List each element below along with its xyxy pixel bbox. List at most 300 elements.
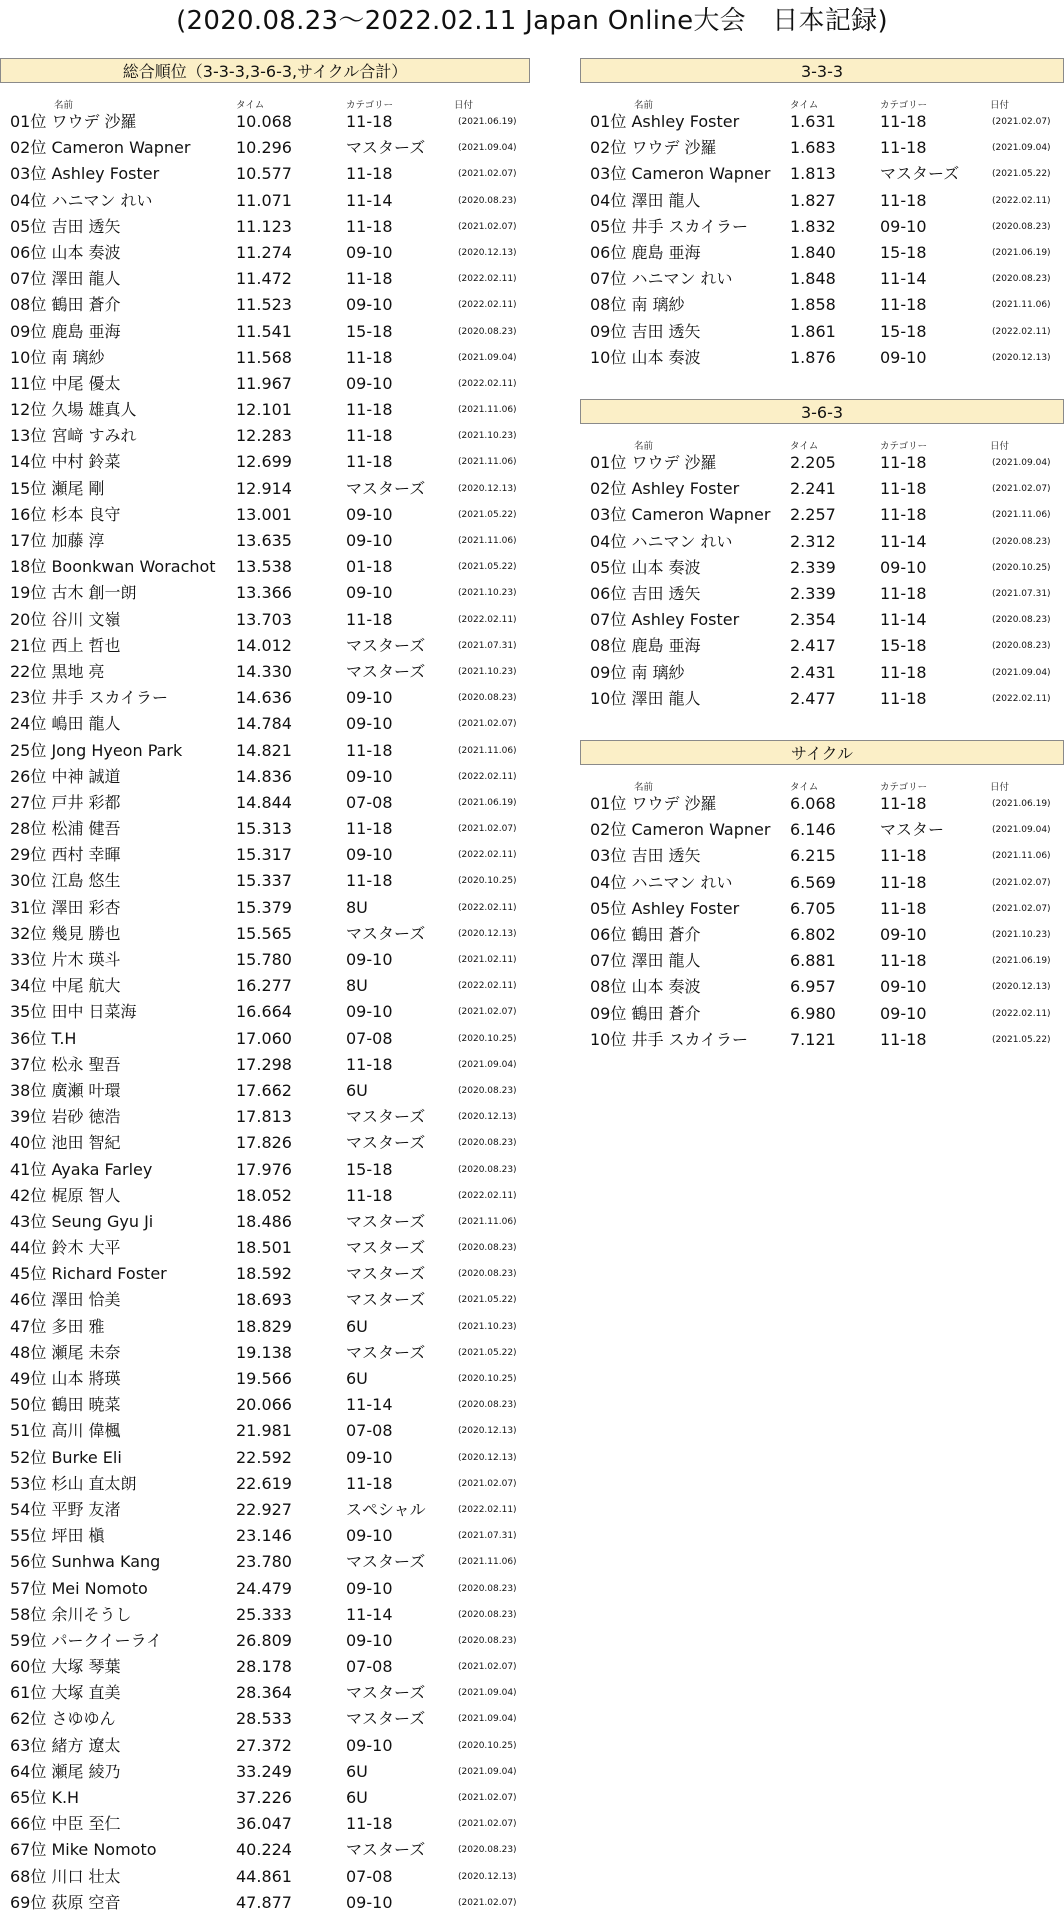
- time-cell: 11.274: [236, 242, 292, 262]
- category-cell: 09-10: [346, 242, 393, 262]
- time-cell: 11.123: [236, 216, 292, 236]
- category-cell: 11-14: [346, 1604, 393, 1624]
- table-row: [0, 214, 530, 240]
- category-cell: 11-18: [880, 688, 927, 708]
- category-cell: マスターズ: [346, 1264, 426, 1284]
- rank-name-cell: 48位 瀬尾 未奈: [10, 1342, 121, 1362]
- time-cell: 6.802: [790, 924, 836, 944]
- time-cell: 1.876: [790, 347, 836, 367]
- date-cell: (2020.12.13): [458, 1452, 517, 1463]
- time-cell: 28.178: [236, 1657, 292, 1677]
- date-cell: (2021.05.22): [458, 1347, 517, 1358]
- rank-name-cell: 04位 ハニマン れい: [590, 531, 733, 551]
- category-cell: 8U: [346, 897, 368, 917]
- column-name-header: 名前: [634, 782, 654, 793]
- table-row: [580, 240, 1064, 266]
- date-cell: (2022.02.11): [458, 300, 517, 311]
- rank-name-cell: 25位 Jong Hyeon Park: [10, 740, 183, 760]
- category-cell: 11-18: [880, 190, 927, 210]
- time-cell: 17.060: [236, 1028, 292, 1048]
- rank-name-cell: 02位 ワウデ 沙羅: [590, 138, 717, 158]
- date-cell: (2020.08.23): [458, 1085, 517, 1096]
- date-cell: (2021.10.23): [992, 929, 1051, 940]
- category-cell: スペシャル: [346, 1499, 426, 1519]
- date-cell: (2022.02.11): [458, 378, 517, 389]
- rank-name-cell: 38位 廣瀬 叶環: [10, 1080, 121, 1100]
- date-cell: (2022.02.11): [458, 1504, 517, 1515]
- category-cell: マスターズ: [346, 1342, 426, 1362]
- rank-name-cell: 22位 黒地 亮: [10, 661, 105, 681]
- category-cell: 09-10: [880, 216, 927, 236]
- date-cell: (2021.11.06): [992, 510, 1051, 521]
- column-time-header: タイム: [790, 441, 819, 452]
- table-row: [0, 921, 530, 947]
- category-cell: 09-10: [346, 295, 393, 315]
- category-cell: 11-14: [346, 1395, 393, 1415]
- date-cell: (2022.02.11): [992, 326, 1051, 337]
- cycle-ranking-section: [580, 740, 1064, 1053]
- date-cell: (2021.02.07): [458, 719, 517, 730]
- rank-name-cell: 07位 Ashley Foster: [590, 610, 740, 630]
- table-row: [0, 816, 530, 842]
- rank-name-cell: 41位 Ayaka Farley: [10, 1159, 153, 1179]
- time-cell: 6.215: [790, 846, 836, 866]
- time-cell: 18.592: [236, 1264, 292, 1284]
- table-row: [0, 764, 530, 790]
- category-cell: 11-18: [880, 112, 927, 131]
- rank-name-cell: 43位 Seung Gyu Ji: [10, 1211, 154, 1231]
- date-cell: (2021.09.04): [992, 458, 1051, 468]
- time-cell: 15.313: [236, 819, 292, 839]
- time-cell: 14.836: [236, 766, 292, 786]
- table-row: [580, 109, 1064, 135]
- category-cell: マスターズ: [346, 478, 426, 498]
- rank-name-cell: 66位 中臣 至仁: [10, 1814, 121, 1834]
- table-row: [0, 188, 530, 214]
- category-cell: マスターズ: [346, 1133, 426, 1153]
- date-cell: (2020.08.23): [458, 1400, 517, 1411]
- category-cell: 11-18: [346, 216, 393, 236]
- date-cell: (2020.08.23): [458, 1609, 517, 1620]
- table-row: [580, 161, 1064, 187]
- category-cell: 11-18: [880, 138, 927, 158]
- time-cell: 11.523: [236, 295, 292, 315]
- time-cell: 6.068: [790, 794, 836, 813]
- time-cell: 2.312: [790, 531, 836, 551]
- table-row: [0, 449, 530, 475]
- s363-rows: [580, 450, 1064, 712]
- time-cell: 17.826: [236, 1133, 292, 1153]
- rank-name-cell: 08位 鶴田 蒼介: [10, 295, 121, 315]
- date-cell: (2021.09.04): [992, 825, 1051, 836]
- table-row: [0, 1602, 530, 1628]
- time-cell: 2.205: [790, 453, 836, 472]
- table-row: [0, 1576, 530, 1602]
- rank-name-cell: 05位 山本 奏波: [590, 557, 701, 577]
- rank-name-cell: 23位 井手 スカイラー: [10, 688, 169, 708]
- time-cell: 12.283: [236, 426, 292, 446]
- column-category-header: カテゴリー: [880, 782, 928, 793]
- time-cell: 16.277: [236, 976, 292, 996]
- time-cell: 6.881: [790, 951, 836, 971]
- table-row: [580, 843, 1064, 869]
- table-row: [0, 1340, 530, 1366]
- table-row: [580, 817, 1064, 843]
- table-row: [0, 1523, 530, 1549]
- date-cell: (2021.02.07): [992, 903, 1051, 914]
- category-cell: 11-18: [346, 819, 393, 839]
- time-cell: 37.226: [236, 1788, 292, 1807]
- column-time-header: タイム: [236, 100, 265, 111]
- category-cell: 09-10: [346, 845, 393, 865]
- table-row: [0, 659, 530, 685]
- time-cell: 10.068: [236, 112, 292, 131]
- time-cell: 14.330: [236, 661, 292, 681]
- date-cell: (2021.05.22): [458, 509, 517, 520]
- column-name-header: 名前: [634, 441, 654, 452]
- category-cell: 11-18: [880, 794, 927, 813]
- table-row: [0, 1445, 530, 1471]
- category-cell: 09-10: [346, 1526, 393, 1546]
- category-cell: 11-14: [346, 190, 393, 210]
- time-cell: 2.417: [790, 636, 836, 656]
- date-cell: (2021.02.07): [458, 824, 517, 835]
- category-cell: 11-18: [880, 295, 927, 315]
- category-cell: マスターズ: [346, 1211, 426, 1231]
- time-cell: 2.241: [790, 479, 836, 499]
- rank-name-cell: 44位 鈴木 大平: [10, 1238, 121, 1258]
- rank-name-cell: 63位 緒方 遼太: [10, 1735, 121, 1755]
- table-row: [580, 660, 1064, 686]
- date-cell: (2021.02.07): [992, 877, 1051, 888]
- category-cell: 09-10: [880, 557, 927, 577]
- overall-rows: [0, 109, 530, 1916]
- category-cell: マスターズ: [346, 1709, 426, 1729]
- table-row: [580, 529, 1064, 555]
- date-cell: (2021.07.31): [458, 1531, 517, 1542]
- s333-rows: [580, 109, 1064, 371]
- category-cell: 07-08: [346, 792, 393, 812]
- rank-name-cell: 08位 南 璃紗: [590, 295, 685, 315]
- date-cell: (2021.11.06): [458, 405, 517, 416]
- category-cell: 11-18: [346, 112, 393, 131]
- rank-name-cell: 01位 Ashley Foster: [590, 112, 740, 131]
- table-row: [0, 502, 530, 528]
- date-cell: (2021.10.23): [458, 431, 517, 442]
- time-cell: 18.052: [236, 1185, 292, 1205]
- s363-column-headers: [580, 424, 1064, 450]
- rank-name-cell: 31位 澤田 彩杏: [10, 897, 121, 917]
- time-cell: 13.538: [236, 557, 292, 577]
- date-cell: (2020.08.23): [458, 1164, 517, 1175]
- time-cell: 18.486: [236, 1211, 292, 1231]
- date-cell: (2021.09.04): [458, 352, 517, 363]
- category-cell: 11-18: [346, 426, 393, 446]
- rank-name-cell: 37位 松永 聖吾: [10, 1054, 121, 1074]
- time-cell: 33.249: [236, 1761, 292, 1781]
- date-cell: (2020.08.23): [458, 1583, 517, 1594]
- date-cell: (2021.06.19): [458, 797, 517, 808]
- date-cell: (2020.08.23): [458, 693, 517, 704]
- page-title: (2020.08.23〜2022.02.11 Japan Online大会 日本記録): [176, 6, 888, 36]
- table-row: [0, 633, 530, 659]
- date-cell: (2020.08.23): [458, 1138, 517, 1149]
- table-row: [0, 345, 530, 371]
- rank-name-cell: 16位 杉本 良守: [10, 504, 121, 524]
- time-cell: 36.047: [236, 1814, 292, 1834]
- date-cell: (2020.08.23): [992, 615, 1051, 626]
- time-cell: 10.296: [236, 138, 292, 158]
- category-cell: マスターズ: [346, 138, 426, 158]
- date-cell: (2021.05.22): [992, 169, 1051, 180]
- date-cell: (2020.12.13): [458, 247, 517, 258]
- date-cell: (2021.02.07): [458, 1478, 517, 1489]
- table-row: [0, 135, 530, 161]
- rank-name-cell: 02位 Cameron Wapner: [10, 138, 191, 158]
- time-cell: 6.146: [790, 820, 836, 840]
- rank-name-cell: 49位 山本 將瑛: [10, 1369, 121, 1388]
- rank-name-cell: 06位 鶴田 蒼介: [590, 924, 701, 944]
- category-cell: マスターズ: [346, 1552, 426, 1572]
- table-row: [580, 214, 1064, 240]
- date-cell: (2020.10.25): [992, 562, 1051, 573]
- date-cell: (2021.02.07): [458, 1897, 517, 1908]
- time-cell: 12.101: [236, 400, 292, 420]
- time-cell: 1.813: [790, 164, 836, 184]
- date-cell: (2021.11.06): [992, 851, 1051, 862]
- category-cell: 09-10: [346, 1630, 393, 1650]
- time-cell: 2.339: [790, 557, 836, 577]
- rank-name-cell: 61位 大塚 直美: [10, 1683, 121, 1703]
- category-cell: 6U: [346, 1080, 368, 1100]
- rank-name-cell: 01位 ワウデ 沙羅: [590, 794, 717, 813]
- table-row: [0, 554, 530, 580]
- date-cell: (2021.11.06): [458, 1557, 517, 1568]
- category-cell: マスターズ: [346, 923, 426, 943]
- time-cell: 27.372: [236, 1735, 292, 1755]
- date-cell: (2020.12.13): [992, 352, 1051, 363]
- rank-name-cell: 03位 Cameron Wapner: [590, 505, 771, 525]
- table-row: [0, 1183, 530, 1209]
- category-cell: マスターズ: [346, 661, 426, 681]
- time-cell: 44.861: [236, 1866, 292, 1886]
- s333-column-headers: [580, 83, 1064, 109]
- date-cell: (2021.11.06): [458, 745, 517, 756]
- rank-name-cell: 03位 吉田 透矢: [590, 846, 701, 866]
- rank-name-cell: 12位 久場 雄真人: [10, 400, 137, 420]
- category-cell: 11-18: [880, 898, 927, 918]
- table-row: [580, 345, 1064, 371]
- date-cell: (2020.08.23): [458, 1269, 517, 1280]
- rank-name-cell: 10位 澤田 龍人: [590, 688, 701, 708]
- category-cell: 15-18: [880, 242, 927, 262]
- time-cell: 6.569: [790, 872, 836, 892]
- date-cell: (2021.07.31): [458, 640, 517, 651]
- column-category-header: カテゴリー: [880, 441, 928, 452]
- table-row: [580, 948, 1064, 974]
- category-cell: 09-10: [346, 1735, 393, 1755]
- time-cell: 15.780: [236, 950, 292, 969]
- category-cell: 6U: [346, 1761, 368, 1781]
- table-row: [0, 1549, 530, 1575]
- date-cell: (2022.02.11): [458, 981, 517, 992]
- category-cell: 09-10: [346, 1578, 393, 1598]
- date-cell: (2020.08.23): [458, 326, 517, 337]
- time-cell: 14.821: [236, 740, 292, 760]
- time-cell: 13.635: [236, 531, 292, 550]
- category-cell: 11-18: [346, 400, 393, 420]
- date-cell: (2022.02.11): [458, 850, 517, 861]
- table-row: [0, 895, 530, 921]
- table-row: [0, 1130, 530, 1156]
- time-cell: 15.337: [236, 871, 292, 891]
- table-row: [0, 1628, 530, 1654]
- rank-name-cell: 34位 中尾 航大: [10, 976, 121, 996]
- time-cell: 17.976: [236, 1159, 292, 1179]
- table-row: [0, 1418, 530, 1444]
- category-cell: 11-18: [880, 951, 927, 971]
- rank-name-cell: 11位 中尾 優太: [10, 373, 121, 393]
- rank-name-cell: 33位 片木 瑛斗: [10, 950, 121, 969]
- rank-name-cell: 04位 澤田 龍人: [590, 190, 701, 210]
- time-cell: 1.631: [790, 112, 836, 131]
- table-row: [0, 1392, 530, 1418]
- cycle-rows: [580, 791, 1064, 1053]
- date-cell: (2020.12.13): [992, 982, 1051, 993]
- category-cell: 07-08: [346, 1866, 393, 1886]
- time-cell: 1.861: [790, 321, 836, 341]
- date-cell: (2021.02.07): [458, 169, 517, 180]
- rank-name-cell: 01位 ワウデ 沙羅: [590, 453, 717, 472]
- time-cell: 24.479: [236, 1578, 292, 1598]
- table-row: [0, 1680, 530, 1706]
- time-cell: 22.927: [236, 1499, 292, 1519]
- rank-name-cell: 45位 Richard Foster: [10, 1264, 167, 1284]
- rank-name-cell: 58位 余川そうし: [10, 1604, 132, 1624]
- table-row: [580, 974, 1064, 1000]
- rank-name-cell: 08位 鹿島 亜海: [590, 636, 701, 656]
- date-cell: (2021.02.07): [458, 1819, 517, 1830]
- date-cell: (2020.08.23): [458, 1635, 517, 1646]
- date-cell: (2020.12.13): [458, 1112, 517, 1123]
- time-cell: 1.683: [790, 138, 836, 158]
- time-cell: 20.066: [236, 1395, 292, 1415]
- category-cell: 15-18: [346, 321, 393, 341]
- category-cell: 11-18: [880, 479, 927, 499]
- category-cell: 15-18: [880, 321, 927, 341]
- rank-name-cell: 67位 Mike Nomoto: [10, 1840, 157, 1860]
- category-cell: 11-18: [346, 347, 393, 367]
- date-cell: (2020.10.25): [458, 876, 517, 887]
- table-row: [0, 1864, 530, 1890]
- date-cell: (2021.02.07): [458, 1662, 517, 1673]
- category-cell: 6U: [346, 1316, 368, 1336]
- date-cell: (2022.02.11): [992, 195, 1051, 206]
- overall-section-header: 総合順位（3-3-3,3-6-3,サイクル合計）: [0, 58, 530, 83]
- column-date-header: 日付: [990, 441, 1010, 452]
- time-cell: 14.784: [236, 714, 292, 734]
- time-cell: 17.813: [236, 1107, 292, 1127]
- category-cell: 11-18: [346, 452, 393, 472]
- table-row: [0, 1104, 530, 1130]
- rank-name-cell: 07位 澤田 龍人: [590, 951, 701, 971]
- rank-name-cell: 59位 パークイーライ: [10, 1630, 163, 1650]
- table-row: [0, 580, 530, 606]
- table-row: [0, 607, 530, 633]
- date-cell: (2021.11.06): [458, 457, 517, 468]
- rank-name-cell: 07位 澤田 龍人: [10, 269, 121, 289]
- rank-name-cell: 17位 加藤 淳: [10, 531, 105, 550]
- rank-name-cell: 10位 山本 奏波: [590, 347, 701, 367]
- category-cell: マスターズ: [346, 1840, 426, 1860]
- date-cell: (2022.02.11): [458, 274, 517, 285]
- date-cell: (2021.09.04): [458, 1766, 517, 1777]
- rank-name-cell: 62位 さゆゆん: [10, 1709, 116, 1729]
- overall-ranking-section: [0, 58, 530, 1916]
- time-cell: 47.877: [236, 1892, 292, 1912]
- time-cell: 13.703: [236, 609, 292, 629]
- date-cell: (2021.09.04): [458, 1059, 517, 1070]
- rank-name-cell: 05位 吉田 透矢: [10, 216, 121, 236]
- table-row: [0, 1157, 530, 1183]
- category-cell: 11-18: [346, 1814, 393, 1834]
- rank-name-cell: 69位 荻原 空音: [10, 1892, 121, 1912]
- date-cell: (2020.08.23): [992, 274, 1051, 285]
- date-cell: (2020.08.23): [458, 1243, 517, 1254]
- date-cell: (2022.02.11): [992, 693, 1051, 704]
- table-row: [0, 738, 530, 764]
- rank-name-cell: 15位 瀬尾 剛: [10, 478, 105, 498]
- table-row: [0, 109, 530, 135]
- category-cell: 09-10: [346, 1447, 393, 1467]
- date-cell: (2021.06.19): [992, 956, 1051, 967]
- date-cell: (2020.12.13): [458, 483, 517, 494]
- table-row: [0, 397, 530, 423]
- table-row: [0, 842, 530, 868]
- rank-name-cell: 27位 戸井 彩都: [10, 792, 121, 812]
- table-row: [0, 266, 530, 292]
- time-cell: 1.832: [790, 216, 836, 236]
- category-cell: 09-10: [346, 373, 393, 393]
- column-date-header: 日付: [990, 782, 1010, 793]
- category-cell: 09-10: [346, 688, 393, 708]
- table-row: [0, 1811, 530, 1837]
- table-row: [580, 188, 1064, 214]
- date-cell: (2021.10.23): [458, 1321, 517, 1332]
- table-row: [0, 1497, 530, 1523]
- date-cell: (2020.10.25): [458, 1740, 517, 1751]
- column-category-header: カテゴリー: [880, 100, 928, 111]
- category-cell: マスターズ: [346, 635, 426, 655]
- time-cell: 40.224: [236, 1840, 292, 1860]
- category-cell: 11-14: [880, 610, 927, 630]
- date-cell: (2021.06.19): [458, 117, 517, 127]
- category-cell: 11-18: [346, 871, 393, 891]
- category-cell: 09-10: [346, 504, 393, 524]
- time-cell: 23.146: [236, 1526, 292, 1546]
- table-row: [580, 476, 1064, 502]
- date-cell: (2021.09.04): [458, 1714, 517, 1725]
- time-cell: 18.693: [236, 1290, 292, 1310]
- table-row: [580, 581, 1064, 607]
- time-cell: 11.071: [236, 190, 292, 210]
- table-row: [0, 1314, 530, 1340]
- rank-name-cell: 02位 Cameron Wapner: [590, 820, 771, 840]
- date-cell: (2020.12.13): [458, 928, 517, 939]
- table-row: [580, 870, 1064, 896]
- category-cell: 11-18: [346, 1054, 393, 1074]
- table-row: [580, 1027, 1064, 1053]
